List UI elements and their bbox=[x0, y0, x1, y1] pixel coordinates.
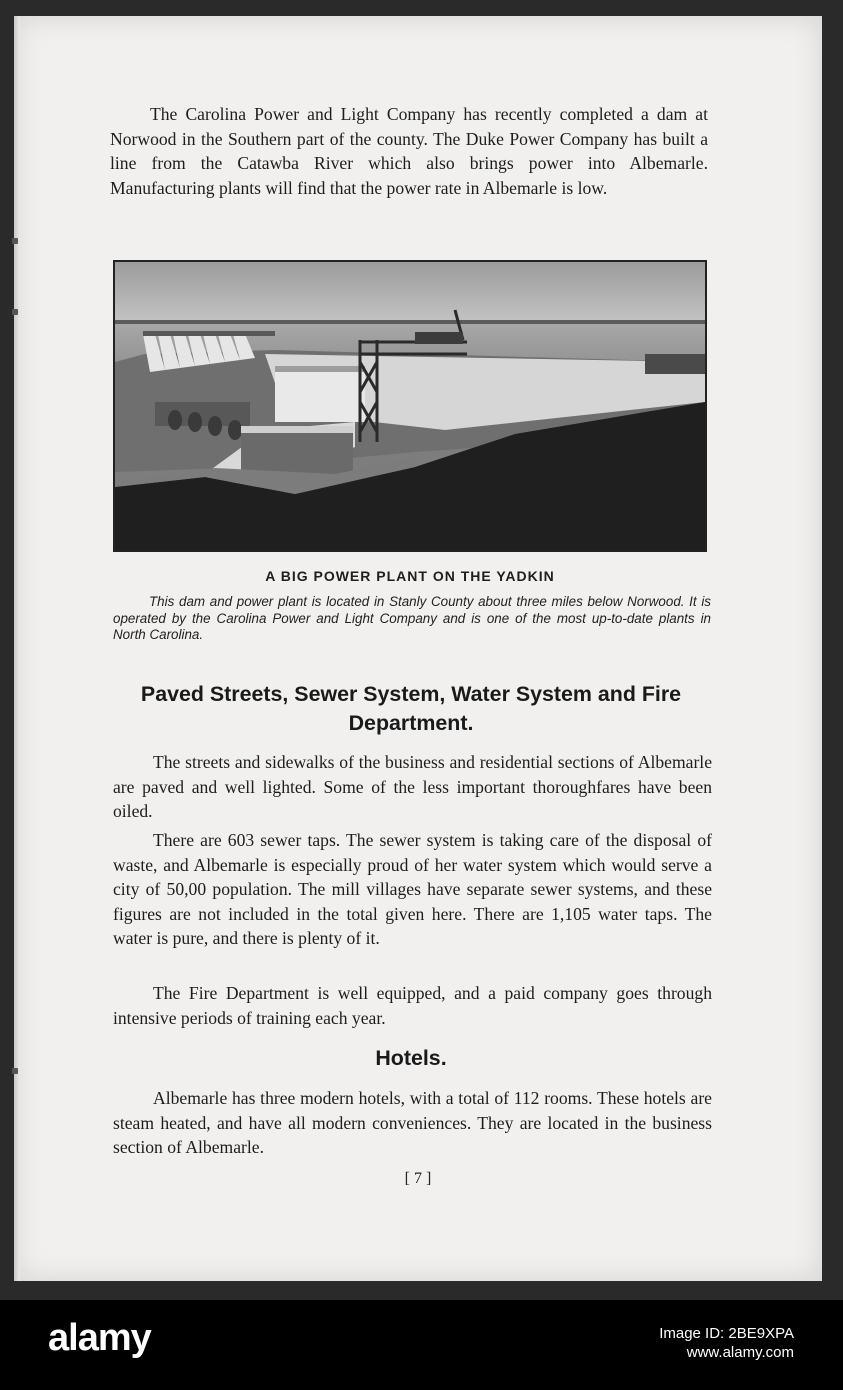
document-page bbox=[14, 16, 822, 1281]
alamy-logo: alamy bbox=[48, 1317, 151, 1359]
page-number: [ 7 ] bbox=[404, 1170, 432, 1187]
paragraph-hotels: Albemarle has three modern hotels, with a total of 112 rooms. These hotels are steam heated, and have all modern conveniences. They are located in the business section of Albemarle. bbox=[113, 1088, 712, 1158]
binding-staple bbox=[12, 1068, 18, 1074]
image-id: Image ID: 2BE9XPA bbox=[659, 1325, 794, 1342]
paragraph-fire-department: The Fire Department is well equipped, and a paid company goes through intensive periods of training each year. bbox=[113, 983, 712, 1028]
page-spine bbox=[14, 16, 20, 1281]
binding-staple bbox=[12, 238, 18, 244]
paragraph-sewer-water: There are 603 sewer taps. The sewer system is taking care of the disposal of waste, and Albemarle is especially proud of her water system which would serve a city of 50,00 population. The mill villages have separate sewer systems, and these figures are not included in the total given here. There are 1,105 water taps. The water is pure, and there is plenty of it. bbox=[113, 830, 712, 949]
site-url: www.alamy.com bbox=[686, 1344, 794, 1361]
binding-staple bbox=[12, 309, 18, 315]
intro-paragraph: The Carolina Power and Light Company has recently completed a dam at Norwood in the Southern part of the county. The Duke Power Company has built a line from the Catawba River which also brings power into Albemarle. Manufacturing plants will find that the power rate in Albemarle is low. bbox=[110, 104, 708, 198]
figure-title: A BIG POWER PLANT ON THE YADKIN bbox=[265, 568, 555, 584]
section-heading-public-works: Paved Streets, Sewer System, Water System and Fire Department. bbox=[140, 682, 682, 735]
section-heading-hotels: Hotels. bbox=[375, 1046, 447, 1070]
paragraph-streets: The streets and sidewalks of the business and residential sections of Albemarle are paved and well lighted. Some of the less important thoroughfares have been oiled. bbox=[113, 752, 712, 822]
image-id-label bbox=[659, 1324, 794, 1362]
power-plant-photo bbox=[113, 260, 707, 552]
figure-caption: This dam and power plant is located in Stanly County about three miles below Norwood. It is operated by the Carolina Power and Light Company and is one of the most up-to-date plants in North Carolina. bbox=[113, 594, 711, 643]
